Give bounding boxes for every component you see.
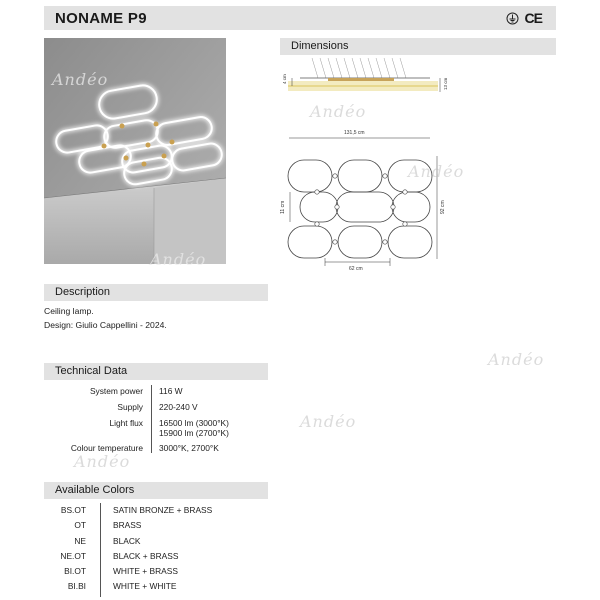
front-view xyxy=(280,130,446,266)
dimensions-header: Dimensions xyxy=(280,38,556,55)
watermark: Andéo xyxy=(300,412,357,431)
color-name: BRASS xyxy=(113,520,142,530)
color-name: BLACK + BRASS xyxy=(113,551,179,561)
color-code: BI.BI xyxy=(67,581,86,591)
tech-value: 3000°K, 2700°K xyxy=(159,443,219,453)
watermark: Andéo xyxy=(408,162,465,181)
watermark: Andéo xyxy=(52,70,109,89)
class-ii-ground-icon xyxy=(506,12,519,25)
tech-value-secondary: 15900 lm (2700°K) xyxy=(159,428,229,438)
description-header: Description xyxy=(44,284,268,301)
technical-data-divider xyxy=(151,385,152,453)
total-height-label: 92 cm xyxy=(440,200,446,214)
tech-label: Supply xyxy=(117,402,143,412)
side-height-right-label: 13 cm xyxy=(443,77,448,90)
tech-label: Colour temperature xyxy=(70,443,143,453)
technical-data-header: Technical Data xyxy=(44,363,268,380)
colors-divider xyxy=(100,503,101,597)
product-title: NONAME P9 xyxy=(55,9,147,27)
color-name: BLACK xyxy=(113,536,141,546)
tech-value: 116 W xyxy=(159,386,183,396)
color-code: OT xyxy=(74,520,86,530)
description-line-1: Ceiling lamp. xyxy=(44,306,94,316)
certifications xyxy=(506,10,542,26)
total-width-label: 131,5 cm xyxy=(344,130,365,136)
tech-label: Light flux xyxy=(109,418,143,428)
ring-width-label: 62 cm xyxy=(349,266,363,272)
tech-value: 220-240 V xyxy=(159,402,198,412)
color-name: WHITE + WHITE xyxy=(113,581,177,591)
watermark: Andéo xyxy=(488,350,545,369)
tech-value: 16500 lm (3000°K) xyxy=(159,418,229,428)
color-code: NE xyxy=(74,536,86,546)
color-code: BI.OT xyxy=(64,566,86,576)
ring-height-label: 11 cm xyxy=(280,200,286,214)
ce-mark: CE xyxy=(524,10,542,26)
description-line-2: Design: Giulio Cappellini - 2024. xyxy=(44,320,167,330)
color-name: WHITE + BRASS xyxy=(113,566,178,576)
watermark: Andéo xyxy=(74,452,131,471)
color-code: BS.OT xyxy=(60,505,86,515)
color-code: NE.OT xyxy=(60,551,86,561)
side-height-left-label: 4 cm xyxy=(282,74,287,84)
title-bar xyxy=(44,6,556,30)
watermark: Andéo xyxy=(310,102,367,121)
side-view xyxy=(282,58,448,92)
color-name: SATIN BRONZE + BRASS xyxy=(113,505,213,515)
watermark: Andéo xyxy=(150,250,207,269)
tech-label: System power xyxy=(89,386,143,396)
available-colors-header: Available Colors xyxy=(44,482,268,499)
